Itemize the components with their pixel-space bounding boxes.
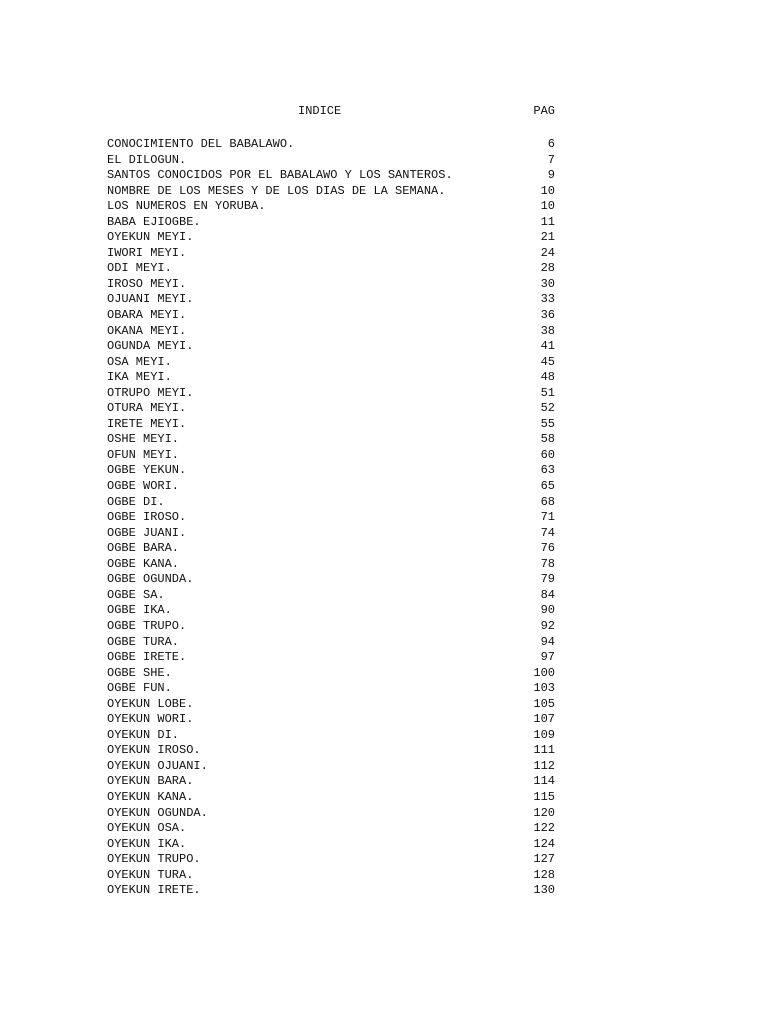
index-entry xyxy=(107,339,555,355)
index-entry xyxy=(107,526,555,542)
index-page xyxy=(107,103,555,899)
entry-title: OGBE FUN. xyxy=(107,681,172,696)
entry-title: OGBE IROSO. xyxy=(107,510,187,525)
index-entry xyxy=(107,821,555,837)
index-entry xyxy=(107,246,555,262)
entry-page-number: 58 xyxy=(540,432,555,447)
entry-title: OGBE OGUNDA. xyxy=(107,572,194,587)
entry-title: OYEKUN WORI. xyxy=(107,712,194,727)
index-entry xyxy=(107,728,555,744)
index-entry xyxy=(107,603,555,619)
index-entry xyxy=(107,324,555,340)
entry-page-number: 76 xyxy=(540,541,555,556)
index-entry xyxy=(107,712,555,728)
entry-page-number: 111 xyxy=(533,743,555,758)
entry-title: OGBE IRETE. xyxy=(107,650,187,665)
index-entry xyxy=(107,277,555,293)
entry-page-number: 128 xyxy=(533,867,555,882)
entry-title: OYEKUN DI. xyxy=(107,727,180,742)
entry-title: LOS NUMEROS EN YORUBA. xyxy=(107,199,266,214)
index-entry xyxy=(107,386,555,402)
entry-title: OGUNDA MEYI. xyxy=(107,339,194,354)
entry-title: OYEKUN KANA. xyxy=(107,789,194,804)
entry-title: OGBE DI. xyxy=(107,494,165,509)
entry-title: OKANA MEYI. xyxy=(107,323,187,338)
entry-page-number: 107 xyxy=(533,712,555,727)
index-entry xyxy=(107,495,555,511)
entry-page-number: 100 xyxy=(533,665,555,680)
index-entry xyxy=(107,463,555,479)
entry-title: OYEKUN TRUPO. xyxy=(107,852,201,867)
entry-page-number: 6 xyxy=(547,137,555,151)
entry-page-number: 94 xyxy=(540,634,555,649)
entry-title: OYEKUN OGUNDA. xyxy=(107,805,208,820)
entry-title: OYEKUN BARA. xyxy=(107,774,194,789)
entry-page-number: 36 xyxy=(540,308,555,323)
entry-page-number: 30 xyxy=(540,276,555,291)
index-entry xyxy=(107,370,555,386)
entry-title: OYEKUN OSA. xyxy=(107,821,187,836)
entry-page-number: 114 xyxy=(533,774,555,789)
entry-page-number: 90 xyxy=(540,603,555,618)
entry-title: EL DILOGUN. xyxy=(107,152,187,167)
entry-title: OBARA MEYI. xyxy=(107,308,187,323)
index-entry xyxy=(107,153,555,169)
entry-title: IWORI MEYI. xyxy=(107,245,187,260)
entry-title: OGBE SA. xyxy=(107,587,165,602)
entry-page-number: 21 xyxy=(540,230,555,245)
index-entry xyxy=(107,401,555,417)
entry-page-number: 130 xyxy=(533,883,555,898)
entry-title: OGBE JUANI. xyxy=(107,525,187,540)
entry-page-number: 28 xyxy=(540,261,555,276)
index-entry xyxy=(107,837,555,853)
entry-title: ODI MEYI. xyxy=(107,261,172,276)
entry-page-number: 68 xyxy=(540,494,555,509)
index-entry xyxy=(107,790,555,806)
entry-title: OGBE IKA. xyxy=(107,603,172,618)
entry-page-number: 33 xyxy=(540,292,555,307)
entry-page-number: 79 xyxy=(540,572,555,587)
entry-title: OJUANI MEYI. xyxy=(107,292,194,307)
index-entry xyxy=(107,650,555,666)
index-entry xyxy=(107,806,555,822)
entry-title: NOMBRE DE LOS MESES Y DE LOS DIAS DE LA SEMANA. xyxy=(107,183,446,198)
entry-title: OSA MEYI. xyxy=(107,354,172,369)
entry-title: SANTOS CONOCIDOS POR EL BABALAWO Y LOS SANTEROS. xyxy=(107,168,453,183)
entry-page-number: 10 xyxy=(540,183,555,198)
entry-title: IKA MEYI. xyxy=(107,370,172,385)
index-entry xyxy=(107,199,555,215)
entry-page-number: 63 xyxy=(540,463,555,478)
entry-title: OGBE KANA. xyxy=(107,556,180,571)
index-entry xyxy=(107,448,555,464)
index-entry xyxy=(107,852,555,868)
page-column-label: PAG xyxy=(533,104,555,118)
entry-page-number: 65 xyxy=(540,479,555,494)
entry-page-number: 7 xyxy=(547,152,555,167)
entry-page-number: 9 xyxy=(547,168,555,183)
entry-page-number: 38 xyxy=(540,323,555,338)
index-entry xyxy=(107,215,555,231)
entry-title: OGBE TRUPO. xyxy=(107,618,187,633)
index-entry xyxy=(107,261,555,277)
entry-title: OGBE BARA. xyxy=(107,541,180,556)
entry-title: OYEKUN IKA. xyxy=(107,836,187,851)
entry-page-number: 124 xyxy=(533,836,555,851)
index-entry xyxy=(107,308,555,324)
index-entry xyxy=(107,697,555,713)
entry-title: OYEKUN IRETE. xyxy=(107,883,201,898)
entry-title: OGBE SHE. xyxy=(107,665,172,680)
index-entry xyxy=(107,417,555,433)
entry-page-number: 10 xyxy=(540,199,555,214)
entry-title: OGBE WORI. xyxy=(107,479,180,494)
entry-page-number: 97 xyxy=(540,650,555,665)
entry-page-number: 55 xyxy=(540,416,555,431)
index-entry xyxy=(107,557,555,573)
index-entry xyxy=(107,137,555,153)
index-entry xyxy=(107,619,555,635)
entry-page-number: 51 xyxy=(540,385,555,400)
entry-title: OYEKUN LOBE. xyxy=(107,696,194,711)
entry-page-number: 92 xyxy=(540,618,555,633)
index-title: INDICE xyxy=(298,104,342,118)
entry-page-number: 105 xyxy=(533,696,555,711)
index-header xyxy=(107,103,555,119)
entry-page-number: 45 xyxy=(540,354,555,369)
index-entry xyxy=(107,230,555,246)
entry-page-number: 84 xyxy=(540,587,555,602)
entry-page-number: 71 xyxy=(540,510,555,525)
entry-title: OSHE MEYI. xyxy=(107,432,180,447)
index-entry xyxy=(107,883,555,899)
index-entry xyxy=(107,681,555,697)
entry-title: OYEKUN TURA. xyxy=(107,867,194,882)
entry-page-number: 41 xyxy=(540,339,555,354)
index-entry xyxy=(107,541,555,557)
entry-title: CONOCIMIENTO DEL BABALAWO. xyxy=(107,137,295,151)
entry-title: OTURA MEYI. xyxy=(107,401,187,416)
index-entry xyxy=(107,588,555,604)
entry-title: OYEKUN OJUANI. xyxy=(107,758,208,773)
entry-page-number: 120 xyxy=(533,805,555,820)
index-entry xyxy=(107,666,555,682)
index-entry xyxy=(107,759,555,775)
entry-page-number: 74 xyxy=(540,525,555,540)
index-entries xyxy=(107,137,555,899)
entry-title: OGBE YEKUN. xyxy=(107,463,187,478)
index-entry xyxy=(107,572,555,588)
entry-page-number: 115 xyxy=(533,789,555,804)
entry-page-number: 11 xyxy=(540,214,555,229)
entry-title: OTRUPO MEYI. xyxy=(107,385,194,400)
entry-page-number: 48 xyxy=(540,370,555,385)
entry-title: OFUN MEYI. xyxy=(107,447,180,462)
entry-title: IRETE MEYI. xyxy=(107,416,187,431)
index-entry xyxy=(107,868,555,884)
index-entry xyxy=(107,510,555,526)
entry-page-number: 24 xyxy=(540,245,555,260)
entry-page-number: 52 xyxy=(540,401,555,416)
entry-title: OYEKUN MEYI. xyxy=(107,230,194,245)
entry-page-number: 60 xyxy=(540,447,555,462)
entry-page-number: 127 xyxy=(533,852,555,867)
entry-title: BABA EJIOGBE. xyxy=(107,214,201,229)
entry-title: IROSO MEYI. xyxy=(107,276,187,291)
entry-page-number: 109 xyxy=(533,727,555,742)
index-entry xyxy=(107,292,555,308)
index-entry xyxy=(107,184,555,200)
entry-title: OGBE TURA. xyxy=(107,634,180,649)
entry-page-number: 78 xyxy=(540,556,555,571)
entry-page-number: 103 xyxy=(533,681,555,696)
index-entry xyxy=(107,479,555,495)
entry-page-number: 122 xyxy=(533,821,555,836)
index-entry xyxy=(107,432,555,448)
index-entry xyxy=(107,774,555,790)
index-entry xyxy=(107,743,555,759)
index-entry xyxy=(107,355,555,371)
index-entry xyxy=(107,168,555,184)
index-entry xyxy=(107,635,555,651)
entry-page-number: 112 xyxy=(533,758,555,773)
entry-title: OYEKUN IROSO. xyxy=(107,743,201,758)
